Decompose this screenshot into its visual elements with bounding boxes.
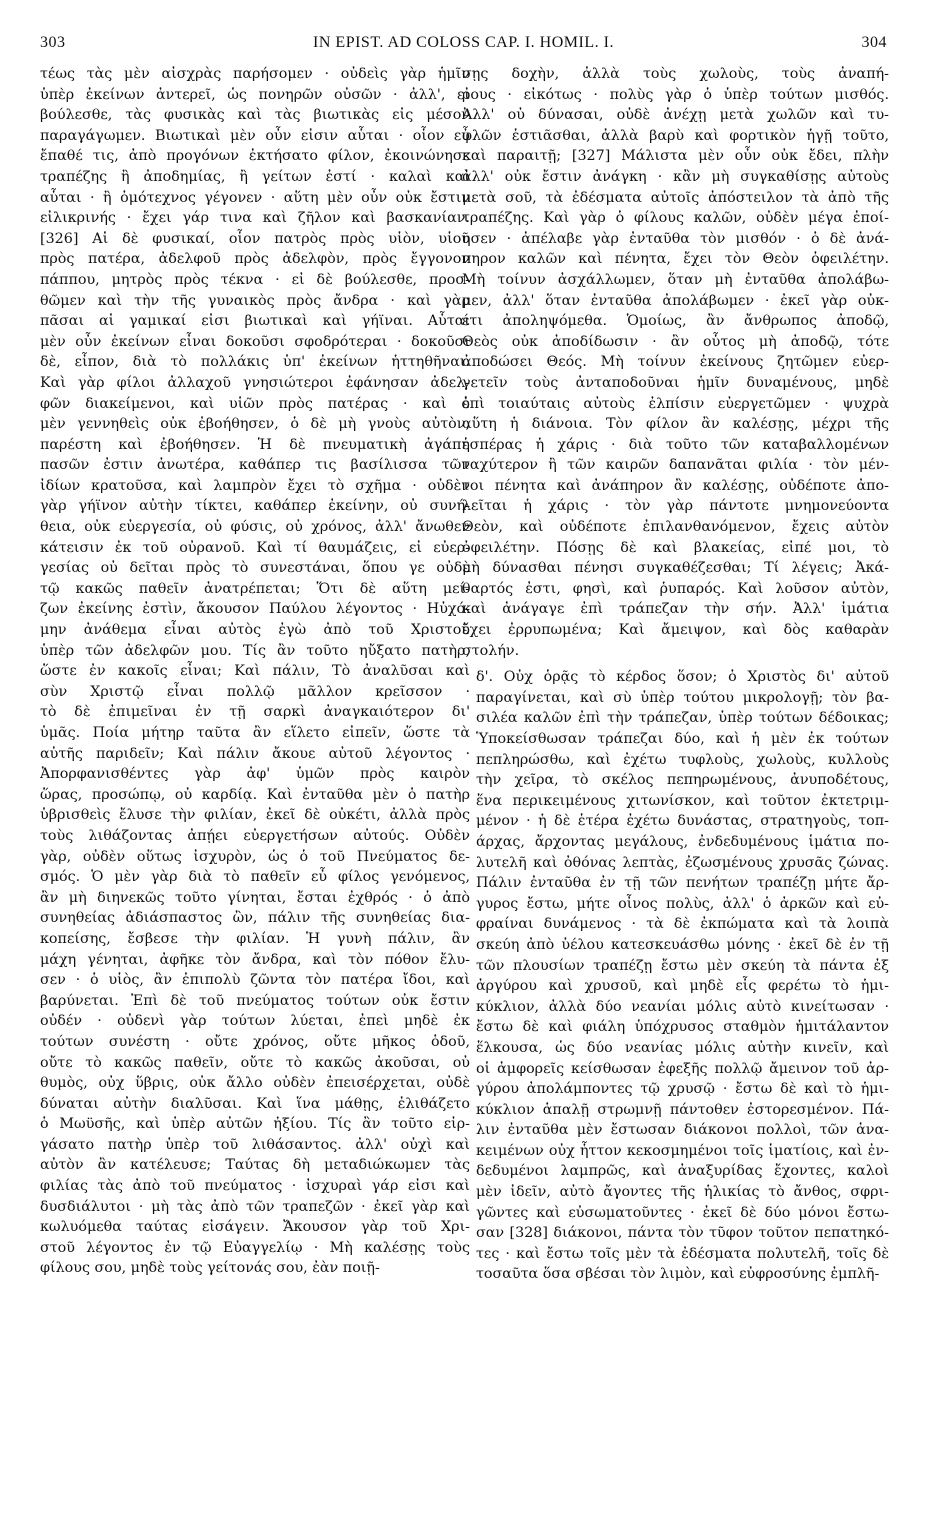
text-line: τες · καὶ ἔστω τοῖς μὲν τὰ ἐδέσματα πολυτελῆ, τοῖς δὲ <box>476 1245 889 1262</box>
text-line: δυσδιάλυτοι · μὴ τὰς ἀπὸ τῶν τραπεζῶν · ἐκεῖ γὰρ καὶ <box>40 1198 470 1215</box>
text-line: τέως τὰς μὲν αἰσχρὰς παρήσομεν · οὐδεὶς γὰρ ἡμῖν <box>40 66 470 82</box>
text-line: θαρτός ἐστι, φησὶ, καὶ ῥυπαρός. Καὶ λοῦσον αὐτὸν, <box>462 580 889 597</box>
text-line: ἔστω δὲ καὶ φιάλη ὑπόχρυσος σταθμὸν ἡμιτάλαντον <box>476 1019 889 1036</box>
text-line: ζων ἐκείνης ἐστὶν, ἄκουσον Παύλου λέγοντος · Ηὐχό- <box>40 601 470 618</box>
text-line: Θεὸς οὐκ ἀποδίδωσιν · ἂν οὗτος μὴ ἀποδῷ, τότε <box>462 333 889 350</box>
text-line: αὕτη ἡ διάνοια. Τὸν φίλον ἂν καλέσῃς, μέχρι τῆς <box>462 416 889 433</box>
text-line: καὶ ἀνάγαγε ἐπὶ τράπεζαν τὴν σήν. Ἀλλ' ἱμάτια <box>462 601 889 618</box>
text-line: Μὴ τοίνυν ἀσχάλλωμεν, ὅταν μὴ ἐνταῦθα ἀπολάβω- <box>462 271 889 288</box>
text-line: ἰδίων κρατοῦσα, καὶ λαμπρὸν ἔχει τὸ σχῆμα · οὐδὲν <box>40 477 470 494</box>
text-line: φῶν διακείμενοι, καὶ υἱῶν πρὸς πατέρας · καὶ ὁ <box>40 395 470 412</box>
text-line: δὲ, εἶπον, διὰ τὸ πολλάκις ὑπ' ἐκείνων ἡττηθῆναι. <box>40 354 470 371</box>
text-line: κειμένων οὐχ ἧττον κεκοσμημένοι τοῖς ἱματίοις, καὶ ἐν- <box>476 1142 889 1159</box>
text-line: ἕλκουσα, ὡς δύο νεανίας μόλις αὐτὴν κινεῖν, καὶ <box>476 1039 889 1056</box>
running-head <box>40 34 887 56</box>
text-line: λεῖται ἡ χάρις · τὸν γὰρ πάντοτε μνημονεύοντα <box>462 498 889 515</box>
text-line: συνηθείας ἀδιάσπαστος ὢν, πάλιν τῆς συνηθείας δια- <box>40 910 470 927</box>
text-line: κύκλιον, ἀλλὰ δύο νεανίαι μόλις αὐτὸ κινείτωσαν · <box>476 998 889 1015</box>
text-line: φιλίας τὰς ἀπὸ τοῦ πνεύματος · ἰσχυραὶ γάρ εἰσι καὶ <box>40 1178 470 1195</box>
text-line: ὥρας, προσώπῳ, οὐ καρδίᾳ. Καὶ ἐνταῦθα μὲν ὁ πατὴρ <box>40 786 470 803</box>
text-line: αὗται · ἢ ὁμότεχνος γέγονεν · αὕτη μὲν οὖν οὐκ ἔστιν <box>40 189 470 206</box>
text-line: γῶντες καὶ εὐσωματοῦντες · ἐκεῖ δὲ δύο μόνοι ἔστω- <box>476 1204 889 1221</box>
text-line: άρχας, ἄρχοντας μεγάλους, ἐνδεδυμένους ἱμάτια πο- <box>476 833 889 850</box>
text-line: δ'. Οὐχ ὁρᾷς τὸ κέρδος ὅσον; ὁ Χριστὸς δι' αὐτοῦ <box>476 669 889 686</box>
text-line: γεσίας οὐ δεῖται πρὸς τὸ συνεστάναι, ὅπου γε οὐδὲ <box>40 560 470 577</box>
text-line: εἰλικρινής · ἔχει γάρ τινα καὶ ζῆλον καὶ βασκανίαν. <box>40 210 470 227</box>
text-line: οἱ ἀμφορεῖς κείσθωσαν ἐφεξῆς πολλῷ ἄμεινον τοῦ ἀρ- <box>476 1060 889 1077</box>
text-line: θεια, οὐκ εὐεργεσία, οὐ φύσις, οὐ χρόνος, ἀλλ' ἄνωθεν <box>40 519 470 536</box>
text-line: ὑπὲρ ἐκείνων ἀντερεῖ, ὡς πονηρῶν οὐσῶν · ἀλλ', εἰ <box>40 86 470 103</box>
text-line: στολήν. <box>462 642 520 659</box>
text-line: μὲν ἰδεῖν, αὐτὸ ἄγοντες τῆς ἡλικίας τὸ ἄνθος, σφρι- <box>476 1184 889 1201</box>
text-line: στοῦ λέγοντος ἐν τῷ Εὐαγγελίῳ · Μὴ καλέσῃς τοὺς <box>40 1239 470 1256</box>
text-line: κάτεισιν ἐκ τοῦ οὐρανοῦ. Καὶ τί θαυμάζεις, εἰ εὐερ- <box>40 539 470 556</box>
text-line: ἐπὶ τοιαύταις αὐτοὺς ἐλπίσιν εὐεργετῶμεν · ψυχρὰ <box>462 395 889 412</box>
text-line: γὰρ, οὐδὲν οὕτως ἰσχυρὸν, ὡς ὁ τοῦ Πνεύματος δε- <box>40 848 470 865</box>
text-line: σκεύη ἀπὸ ὑέλου κατεσκευάσθω μόνης · ἐκεῖ δὲ ἐν τῇ <box>476 936 889 953</box>
running-title: IN EPIST. AD COLOSS CAP. I. HOMIL. I. <box>313 34 614 51</box>
text-line: αὐτῆς παριδεῖν; Καὶ πάλιν ἄκουε αὐτοῦ λέγοντος · <box>40 745 470 762</box>
left-column-text <box>40 64 470 1279</box>
text-line: μὲν γεννηθεὶς οὐκ ἐβοήθησεν, ὁ δὲ μὴ γνοὺς αὐτὸν, <box>40 416 470 433</box>
text-line: ἕνα περικειμένους χιτωνίσκον, καὶ τοῦτον ἐκτετριμ- <box>476 792 889 809</box>
text-line: θῶμεν καὶ τὴν τῆς γυναικὸς πρὸς ἄνδρα · καὶ γὰρ <box>40 292 470 309</box>
text-line: ρους · εἰκότως · πολὺς γὰρ ὁ ὑπὲρ τούτων μισθός. <box>462 86 889 103</box>
text-line: Ἀλλ' οὐ δύνασαι, οὐδὲ ἀνέχῃ μετὰ χωλῶν καὶ τυ- <box>462 107 889 124</box>
text-line: Ὑποκείσθωσαν τράπεζαι δύο, καὶ ἡ μὲν ἐκ τούτων <box>476 731 889 747</box>
text-line: γάσατο πατὴρ ὑπὲρ τοῦ λιθάσαντος. ἀλλ' οὐχὶ καὶ <box>40 1136 470 1153</box>
text-line: τούτων συνέστη · οὔτε χρόνος, οὔτε μῆκος ὁδοῦ, <box>40 1033 470 1050</box>
text-line: κωλυόμεθα ταύτας εἰσάγειν. Ἄκουσον γὰρ τοῦ Χρι- <box>40 1219 470 1236</box>
text-line: παραγίνεται, καὶ σὺ ὑπὲρ τούτου μικρολογῇ; τὸν βα- <box>476 689 889 706</box>
text-line: τῶν πλουσίων τραπέζῃ ἔστω μὲν σκεύη τὰ πάντα ἐξ <box>476 957 889 974</box>
text-line: μην ἀνάθεμα εἶναι αὐτὸς ἐγὼ ἀπὸ τοῦ Χριστοῦ <box>40 622 470 639</box>
text-line: κύκλιον ἁπαλῇ στρωμνῇ πάντοθεν ἐστορεσμένον. Πά- <box>476 1101 889 1118</box>
text-line: ὀφειλέτην. Πόσῃς δὲ καὶ βλακείας, εἰπέ μοι, τὸ <box>462 539 889 556</box>
text-line: σῃς δοχὴν, ἀλλὰ τοὺς χωλοὺς, τοὺς ἀναπή- <box>462 66 889 82</box>
text-line: οὐδέν · οὐδενὶ γὰρ τούτων λύεται, ἐπεὶ μηδὲ ἐκ <box>40 1013 470 1030</box>
text-line: ἀργύρου καὶ χρυσοῦ, καὶ μηδὲ εἷς φερέτω τὸ ἡμι- <box>476 978 889 995</box>
page-number-left: 303 <box>40 34 66 51</box>
text-line: πεπληρώσθω, καὶ ἐχέτω τυφλοὺς, χωλοὺς, κυλλοὺς <box>476 751 889 768</box>
text-line: κοπείσης, ἔσβεσε τὴν φιλίαν. Ἡ γυνὴ πάλιν, ἂν <box>40 930 470 947</box>
text-line: παρέστη καὶ ἐβοήθησεν. Ἡ δὲ πνευματικὴ ἀγάπη <box>40 436 470 453</box>
text-line: σὺν Χριστῷ εἶναι πολλῷ μᾶλλον κρεῖσσον · <box>40 683 470 700</box>
text-line: [326] Αἱ δὲ φυσικαί, οἷον πατρὸς πρὸς υἱὸν, υἱοῦ <box>40 230 470 247</box>
text-line: ὑπὲρ τῶν ἀδελφῶν μου. Τίς ἂν τοῦτο ηὔξατο πατὴρ, <box>40 642 470 659</box>
text-line: τραπέζης. Καὶ γὰρ ὁ φίλους καλῶν, οὐδὲν μέγα ἐποί- <box>462 210 889 227</box>
text-line: πρὸς πατέρα, ἀδελφοῦ πρὸς ἀδελφὸν, πρὸς ἔγγονον <box>40 251 470 268</box>
text-line: ἀλλ' οὐκ ἔστιν ἀνάγκη · κἂν μὴ συγκαθίσῃς αὐτοὺς <box>462 168 889 185</box>
text-line: τὸ δὲ ἐπιμεῖναι ἐν τῇ σαρκὶ ἀναγκαιότερον δι' <box>40 704 470 721</box>
right-column <box>462 64 889 1524</box>
text-line: τοσαῦτα ὅσα σβέσαι τὸν λιμὸν, καὶ εὐφροσύνης ἐμπλῆ- <box>476 1266 880 1283</box>
text-line: μὲν οὖν ἐκείνων εἶναι δοκοῦσι σφοδρότεραι · δοκοῦσι <box>40 333 470 350</box>
text-line: βούλεσθε, τὰς φυσικὰς καὶ τὰς βιωτικὰς εἰς μέσον <box>40 107 470 124</box>
text-line: δεδυμένοι λαμπρῶς, καὶ ἀναξυρίδας ἔχοντες, καλοὶ <box>476 1163 889 1180</box>
text-line: Πάλιν ἐνταῦθα ἐν τῇ τῶν πενήτων τραπέζῃ μήτε ἄρ- <box>476 875 889 892</box>
text-line: τὴν χεῖρα, τὸ σκέλος πεπηρωμένους, ἀνυποδέτους, <box>476 772 889 789</box>
text-line: σμός. Ὁ μὲν γὰρ διὰ τὸ παθεῖν εὖ φίλος γενόμενος, <box>40 869 470 886</box>
text-line: λυτελῆ καὶ ὀθόνας λεπτὰς, ἐζωσμένους χρυσᾶς ζώνας. <box>476 854 889 871</box>
text-line: δύναται αὐτὴν διαλῦσαι. Καὶ ἵνα μάθῃς, ἐλιθάζετο <box>40 1095 470 1112</box>
text-line: σαν [328] διάκονοι, πάντα τὸν τῦφον τοῦτον πεπατηκό- <box>476 1225 889 1242</box>
right-column-paragraph-2 <box>462 667 889 1285</box>
text-line: φραίναι δυνάμενος · τὰ δὲ ἐκπώματα καὶ τὰ λοιπὰ <box>476 916 889 933</box>
text-line: Καὶ γὰρ φίλοι ἀλλαχοῦ γνησιώτεροι ἐφάνησαν ἀδελ- <box>40 374 470 391</box>
text-line: τῷ κακῶς παθεῖν ἀνατρέπεται; Ὅτι δὲ αὕτη μεί- <box>40 580 470 597</box>
text-line: οὔτε τὸ κακῶς παθεῖν, οὔτε τὸ κακῶς ἀκοῦσαι, οὐ <box>40 1054 470 1071</box>
text-line: τοὺς λιθάζοντας ἀπῄει εὐεργετήσων αὐτούς. Οὐδὲν <box>40 827 470 844</box>
text-line: αὐτὸν ἂν κατέλευσε; Ταύτας δὴ μεταδιώκωμεν τὰς <box>40 1157 470 1174</box>
text-line: πασῶν ἐστιν ἀνωτέρα, καθάπερ τις βασίλισσα τῶν <box>40 457 470 474</box>
text-line: γύρου ἀπολάμποντες τῷ χρυσῷ · ἔστω δὲ καὶ τὸ ἡμι- <box>476 1081 889 1098</box>
text-line: τραπέζης ἢ ἀποδημίας, ἢ γείτων ἐστί · καλαὶ καὶ <box>40 168 470 185</box>
left-column <box>40 64 470 1524</box>
text-line: ἑσπέρας ἡ χάρις · διὰ τοῦτο τῶν καταβαλλομένων <box>462 436 889 453</box>
text-line: παραγάγωμεν. Βιωτικαὶ μὲν οὖν εἰσιν αὗται · οἷον εὖ <box>40 127 470 144</box>
text-line: μεν, ἀλλ' ὅταν ἐνταῦθα ἀπολάβωμεν · ἐκεῖ γὰρ οὐκ- <box>462 292 889 309</box>
text-line: ἀποδώσει Θεός. Μὴ τοίνυν ἐκείνους ζητῶμεν εὐερ- <box>462 354 889 371</box>
text-line: ταχύτερον ἢ τῶν καιρῶν δαπανᾶται φιλία · τὸν μέν- <box>462 457 889 474</box>
text-line: ὑβρισθεὶς ἔλυσε τὴν φιλίαν, ἐκεῖ δὲ οὐκέτι, ἀλλὰ πρὸς <box>40 807 470 824</box>
text-line: τοι πένητα καὶ ἀνάπηρον ἂν καλέσῃς, οὐδέποτε ἀπο- <box>462 477 889 494</box>
text-line: γὰρ γήϊνον αὐτὴν τίκτει, καθάπερ ἐκείνην, οὐ συνή- <box>40 498 470 515</box>
text-line: Θεὸν, καὶ οὐδέποτε ἐπιλανθανόμενον, ἔχεις αὐτὸν <box>462 519 889 536</box>
page-number-right: 304 <box>861 34 887 51</box>
text-line: έτι ἀποληψόμεθα. Ὁμοίως, ἂν ἄνθρωπος ἀποδῷ, <box>462 313 889 330</box>
text-line: γετεῖν τοὺς ἀνταποδοῦναι ἡμῖν δυναμένους, μηδὲ <box>462 374 889 391</box>
text-line: μετὰ σοῦ, τὰ ἐδέσματα αὐτοῖς ἀπόστειλον τὰ ἀπὸ τῆς <box>462 189 889 206</box>
text-line: ὑμᾶς. Ποία μήτηρ ταῦτα ἂν εἵλετο εἰπεῖν, ὥστε τὰ <box>40 725 470 741</box>
text-line: ὥστε ἐν κακοῖς εἶναι; Καὶ πάλιν, Τὸ ἀναλῦσαι καὶ <box>40 663 470 680</box>
text-line: ἔχει ἐρρυπωμένα; Καὶ ἄμειψον, καὶ δὸς καθαρὰν <box>462 622 889 639</box>
text-line: ἂν μὴ διηνεκῶς τοῦτο γίνηται, ἔσται ἐχθρός · ὁ ἀπὸ <box>40 889 470 906</box>
text-line: ησεν · ἀπέλαβε γὰρ ἐνταῦθα τὸν μισθόν · ὁ δὲ ἀνά- <box>462 230 889 247</box>
text-line: ὁ Μωϋσῆς, καὶ ὑπὲρ αὐτῶν ἠξίου. Τίς ἂν τοῦτο εἰρ- <box>40 1116 470 1133</box>
right-column-paragraph-1 <box>462 64 889 661</box>
text-line: λιν ἐνταῦθα μὲν ἔστωσαν διάκονοι πολλοὶ, τῶν ἀνα- <box>476 1122 889 1139</box>
text-line: μὴ δύνασθαι πένησι συγκαθέζεσθαι; Τί λέγεις; Ἀκά- <box>462 560 889 577</box>
text-line: φίλους σου, μηδὲ τοὺς γείτονάς σου, ἐὰν ποιῇ- <box>40 1260 380 1277</box>
text-line: πᾶσαι αἱ γαμικαί εἰσι βιωτικαὶ καὶ γήϊναι. Αὗται <box>40 313 470 330</box>
text-line: σιλέα καλῶν ἐπὶ τὴν τράπεζαν, ὑπὲρ τούτων δέδοικας; <box>476 710 889 727</box>
text-line: ἔπαθέ τις, ἀπὸ προγόνων ἐκτήσατο φίλον, ἐκοινώνησε <box>40 148 470 165</box>
text-line: πάππου, μητρὸς πρὸς τέκνα · εἰ δὲ βούλεσθε, προσ- <box>40 271 470 288</box>
text-line: σεν · ὁ υἱὸς, ἂν ἐπιπολὺ ζῶντα τὸν πατέρα ἴδοι, καὶ <box>40 972 470 989</box>
text-line: βαρύνεται. Ἐπὶ δὲ τοῦ πνεύματος τούτων οὐκ ἔστιν <box>40 992 470 1009</box>
text-line: Ἀπορφανισθέντες γὰρ ἀφ' ὑμῶν πρὸς καιρὸν <box>40 766 470 783</box>
text-line: γυρος ἔστω, μήτε οἶνος πολὺς, ἀλλ' ὁ ἀρκῶν καὶ εὐ- <box>476 895 889 912</box>
text-line: φλῶν ἑστιᾶσθαι, ἀλλὰ βαρὺ καὶ φορτικὸν ἡγῇ τοῦτο, <box>462 127 889 144</box>
text-line: θυμὸς, οὐχ ὕβρις, οὐκ ἄλλο οὐδὲν ἐπεισέρχεται, οὐδὲ <box>40 1075 470 1092</box>
text-line: καὶ παραιτῇ; [327] Μάλιστα μὲν οὖν οὐκ ἔδει, πλὴν <box>462 148 889 165</box>
text-line: πηρον καλῶν καὶ πένητα, ἔχει τὸν Θεὸν ὀφειλέτην. <box>462 251 889 268</box>
text-line: μένον · ἡ δὲ ἑτέρα ἐχέτω δυνάστας, στρατηγοὺς, τοπ- <box>476 813 889 830</box>
text-line: μάχη γένηται, ἀφῆκε τὸν ἄνδρα, καὶ τὸν πόθον ἔλυ- <box>40 951 470 968</box>
